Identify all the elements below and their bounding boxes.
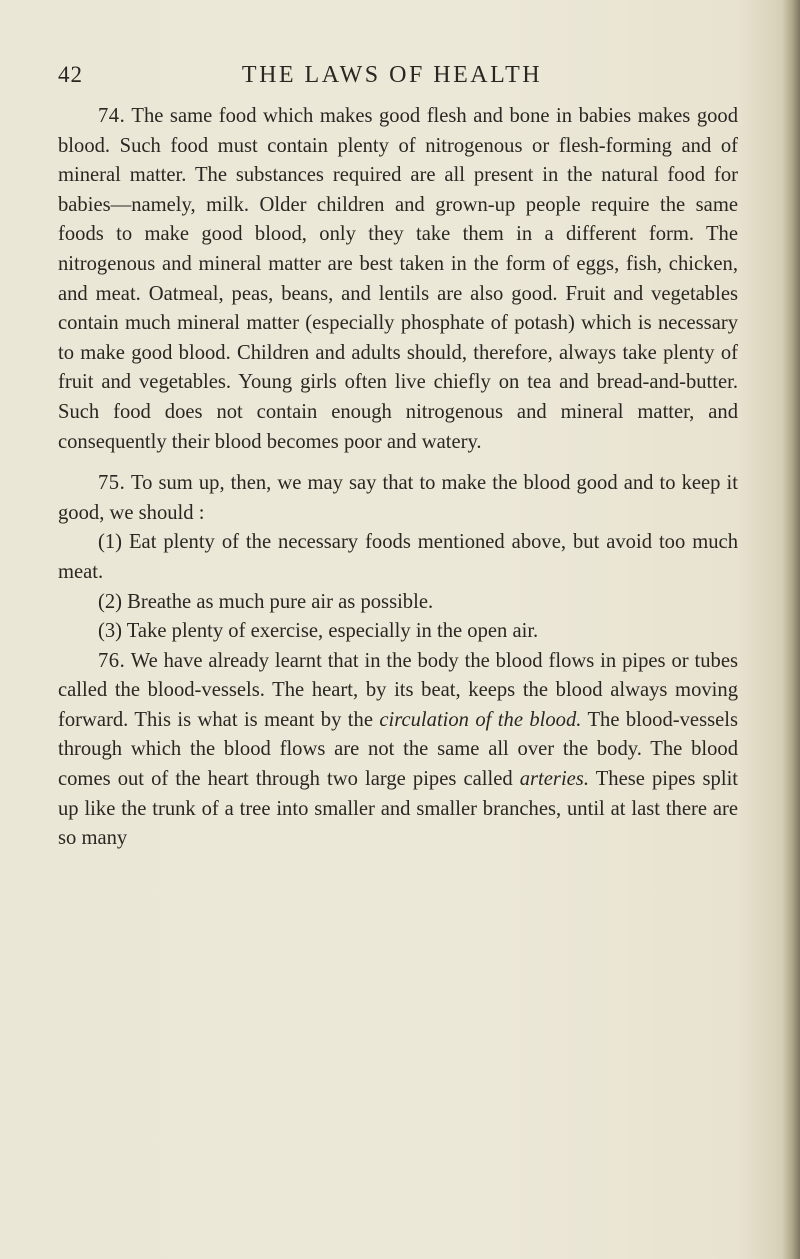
italic-term: circulation of the blood. [379, 708, 582, 731]
italic-term: arteries. [519, 768, 589, 791]
paragraph-number: 75. [98, 472, 126, 495]
paragraph-number: 74. [98, 105, 126, 127]
list-item: (2) Breathe as much pure air as possible. [98, 590, 434, 613]
page-edge-shadow [782, 0, 800, 1259]
paragraph-text: These pipes split up like the trunk of a tree into smaller and smaller branches, until at last there are so many [58, 768, 739, 850]
running-head [52, 62, 732, 102]
paragraph-number: 76. [98, 649, 126, 672]
paragraph-text: To sum up, then, we may say that to make the blood good and to keep it good, we should : [58, 472, 738, 524]
summary-list [58, 528, 738, 646]
paragraph-75 [58, 469, 738, 528]
paragraph-text: We have already learnt that in the body the blood flows in pipes or tubes called the blood-vessels. The heart, by its beat, keeps the blood always moving forward. This is what is meant by the [58, 649, 739, 731]
paragraph-text: The blood-vessels through which the blood flows are not the same all over the body. The blood comes out of the heart through two large pipes called [58, 708, 738, 791]
page-number: 42 [58, 62, 83, 87]
paragraph-text: The same food which makes good flesh and bone in babies makes good blood. Such food must contain plenty of nitrogenous or flesh-forming and of mineral matter. The substances required are all present in the natural food for babies—namely, milk. Older children and grown-up people require the same foods to make good blood, only they take them in a different form. The nitrogenous and mineral matter are best taken in the form of eggs, fish, chicken, and meat. Oatmeal, peas, beans, and lentils are also good. Fruit and vegetables contain much mineral matter (especially phosphate of potash) which is necessary to make good blood. Children and adults should, therefore, always take plenty of fruit and vegetables. Young girls often live chiefly on tea and bread-and-butter. Such food does not contain enough nitrogenous and mineral matter, and consequently their blood becomes poor and watery. [58, 105, 739, 453]
paragraph-76 [58, 647, 738, 854]
body-text [58, 102, 738, 854]
running-title: THE LAWS OF HEALTH [241, 62, 543, 88]
paragraph-74 [58, 102, 738, 457]
list-item: (1) Eat plenty of the necessary foods mentioned above, but avoid too much meat. [58, 531, 738, 583]
list-item: (3) Take plenty of exercise, especially in the open air. [98, 620, 539, 643]
